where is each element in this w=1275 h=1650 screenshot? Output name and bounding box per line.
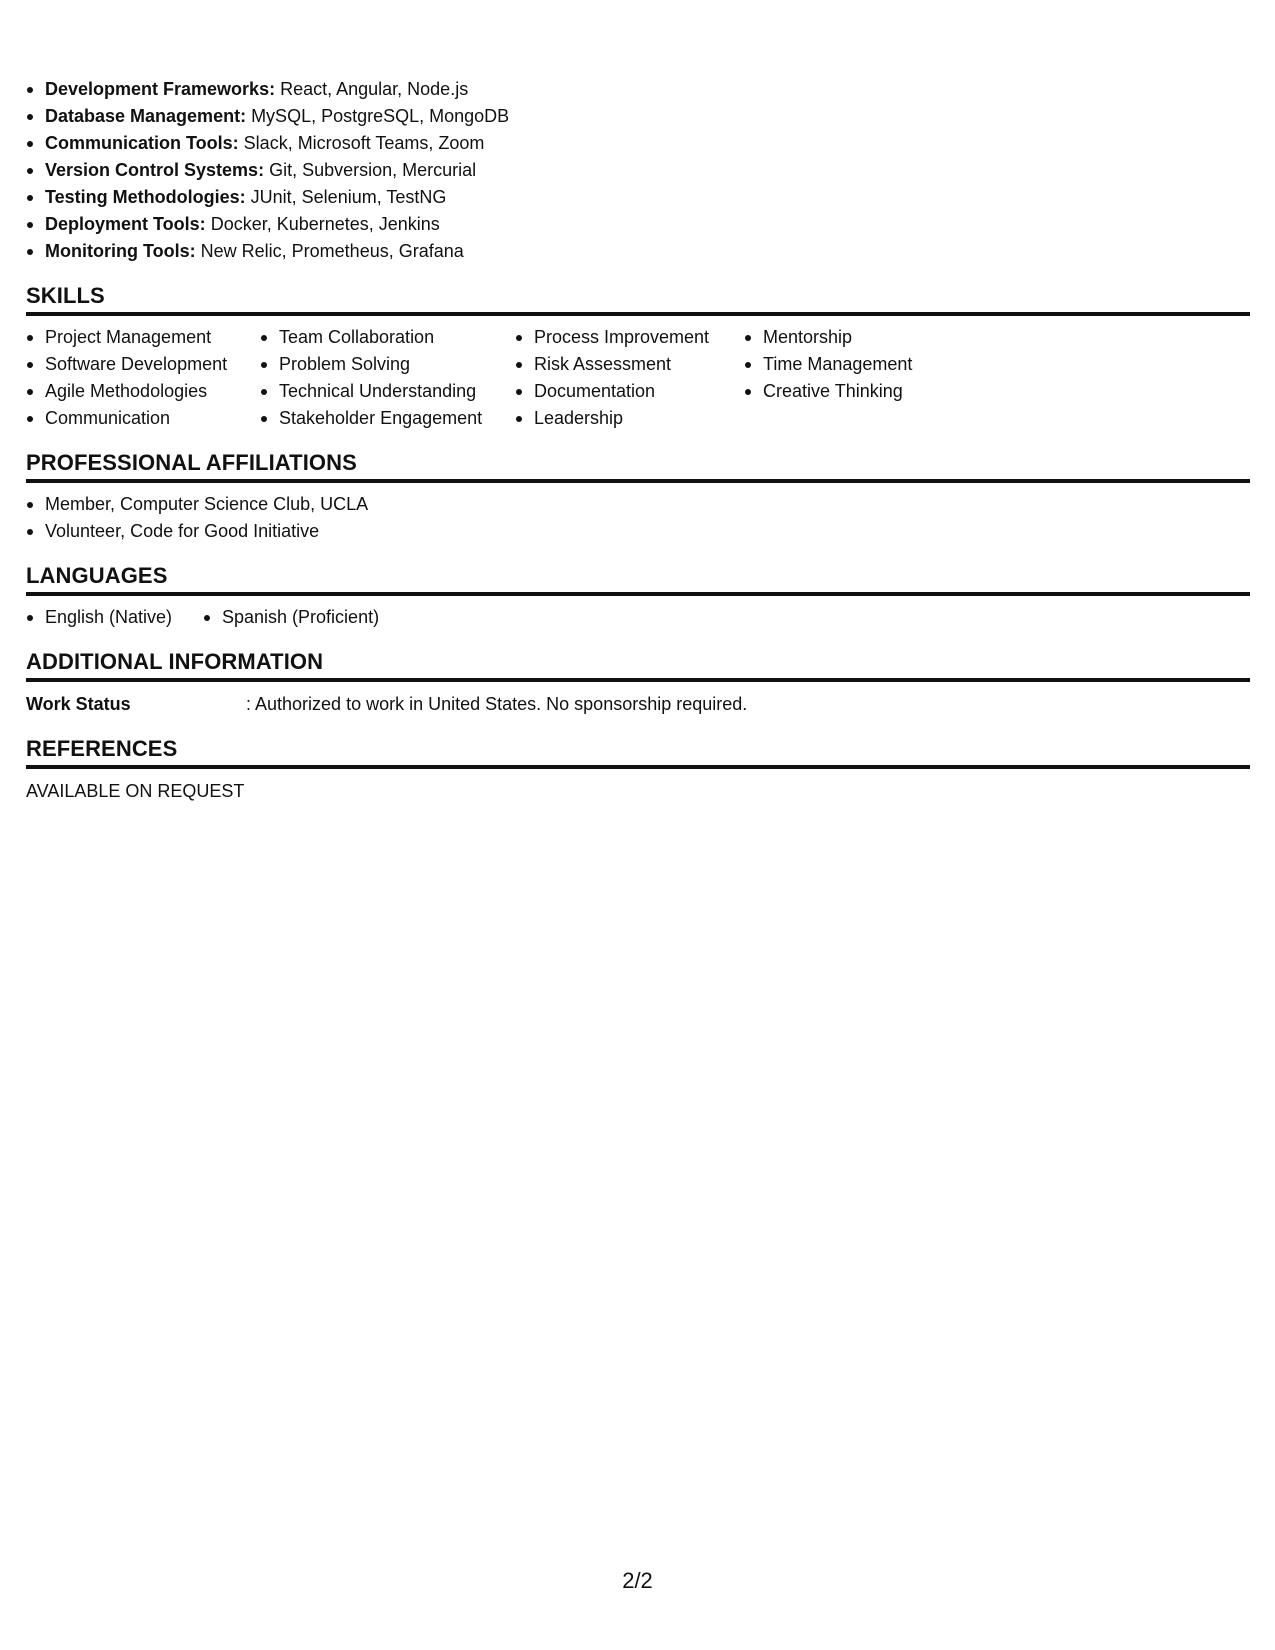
list-item: Communication Tools: Slack, Microsoft Teams, Zoom (26, 130, 1250, 157)
work-status-label: Work Status (26, 694, 131, 714)
skills-column (26, 324, 260, 432)
work-status-row (26, 690, 1250, 718)
references-text: AVAILABLE ON REQUEST (26, 781, 245, 801)
skills-heading: SKILLS (26, 282, 1250, 316)
additional-info-heading: ADDITIONAL INFORMATION (26, 648, 1250, 682)
skill-item: Mentorship (744, 324, 1044, 351)
affiliations-heading: PROFESSIONAL AFFILIATIONS (26, 449, 1250, 483)
list-item: Monitoring Tools: New Relic, Prometheus, Grafana (26, 238, 1250, 265)
list-item: Deployment Tools: Docker, Kubernetes, Jenkins (26, 211, 1250, 238)
skills-column (744, 324, 1044, 432)
skill-item: Creative Thinking (744, 378, 1044, 405)
list-item: Version Control Systems: Git, Subversion, Mercurial (26, 157, 1250, 184)
affiliation-item: Volunteer, Code for Good Initiative (26, 518, 1250, 545)
language-item: English (Native) (26, 604, 203, 631)
languages-heading: LANGUAGES (26, 562, 1250, 596)
technical-tools-list (26, 76, 1250, 265)
skill-item: Leadership (515, 405, 744, 432)
skill-item: Time Management (744, 351, 1044, 378)
skill-item: Communication (26, 405, 260, 432)
skill-item: Agile Methodologies (26, 378, 260, 405)
skill-item: Technical Understanding (260, 378, 515, 405)
skills-column (515, 324, 744, 432)
list-item: Testing Methodologies: JUnit, Selenium, TestNG (26, 184, 1250, 211)
affiliation-item: Member, Computer Science Club, UCLA (26, 491, 1250, 518)
affiliations-list (26, 491, 1250, 545)
references-heading: REFERENCES (26, 735, 1250, 769)
page-number: 2/2 (622, 1568, 653, 1593)
list-item: Database Management: MySQL, PostgreSQL, MongoDB (26, 103, 1250, 130)
skills-column (260, 324, 515, 432)
list-item: Development Frameworks: React, Angular, Node.js (26, 76, 1250, 103)
skill-item: Project Management (26, 324, 260, 351)
skills-grid (26, 324, 1250, 432)
skill-item: Team Collaboration (260, 324, 515, 351)
languages-list (26, 604, 1250, 631)
skill-item: Risk Assessment (515, 351, 744, 378)
language-item: Spanish (Proficient) (203, 604, 379, 631)
work-status-value: : Authorized to work in United States. No sponsorship required. (246, 694, 748, 714)
skill-item: Process Improvement (515, 324, 744, 351)
skill-item: Documentation (515, 378, 744, 405)
resume-page-2 (26, 76, 1250, 805)
skill-item: Problem Solving (260, 351, 515, 378)
skill-item: Software Development (26, 351, 260, 378)
skill-item: Stakeholder Engagement (260, 405, 515, 432)
